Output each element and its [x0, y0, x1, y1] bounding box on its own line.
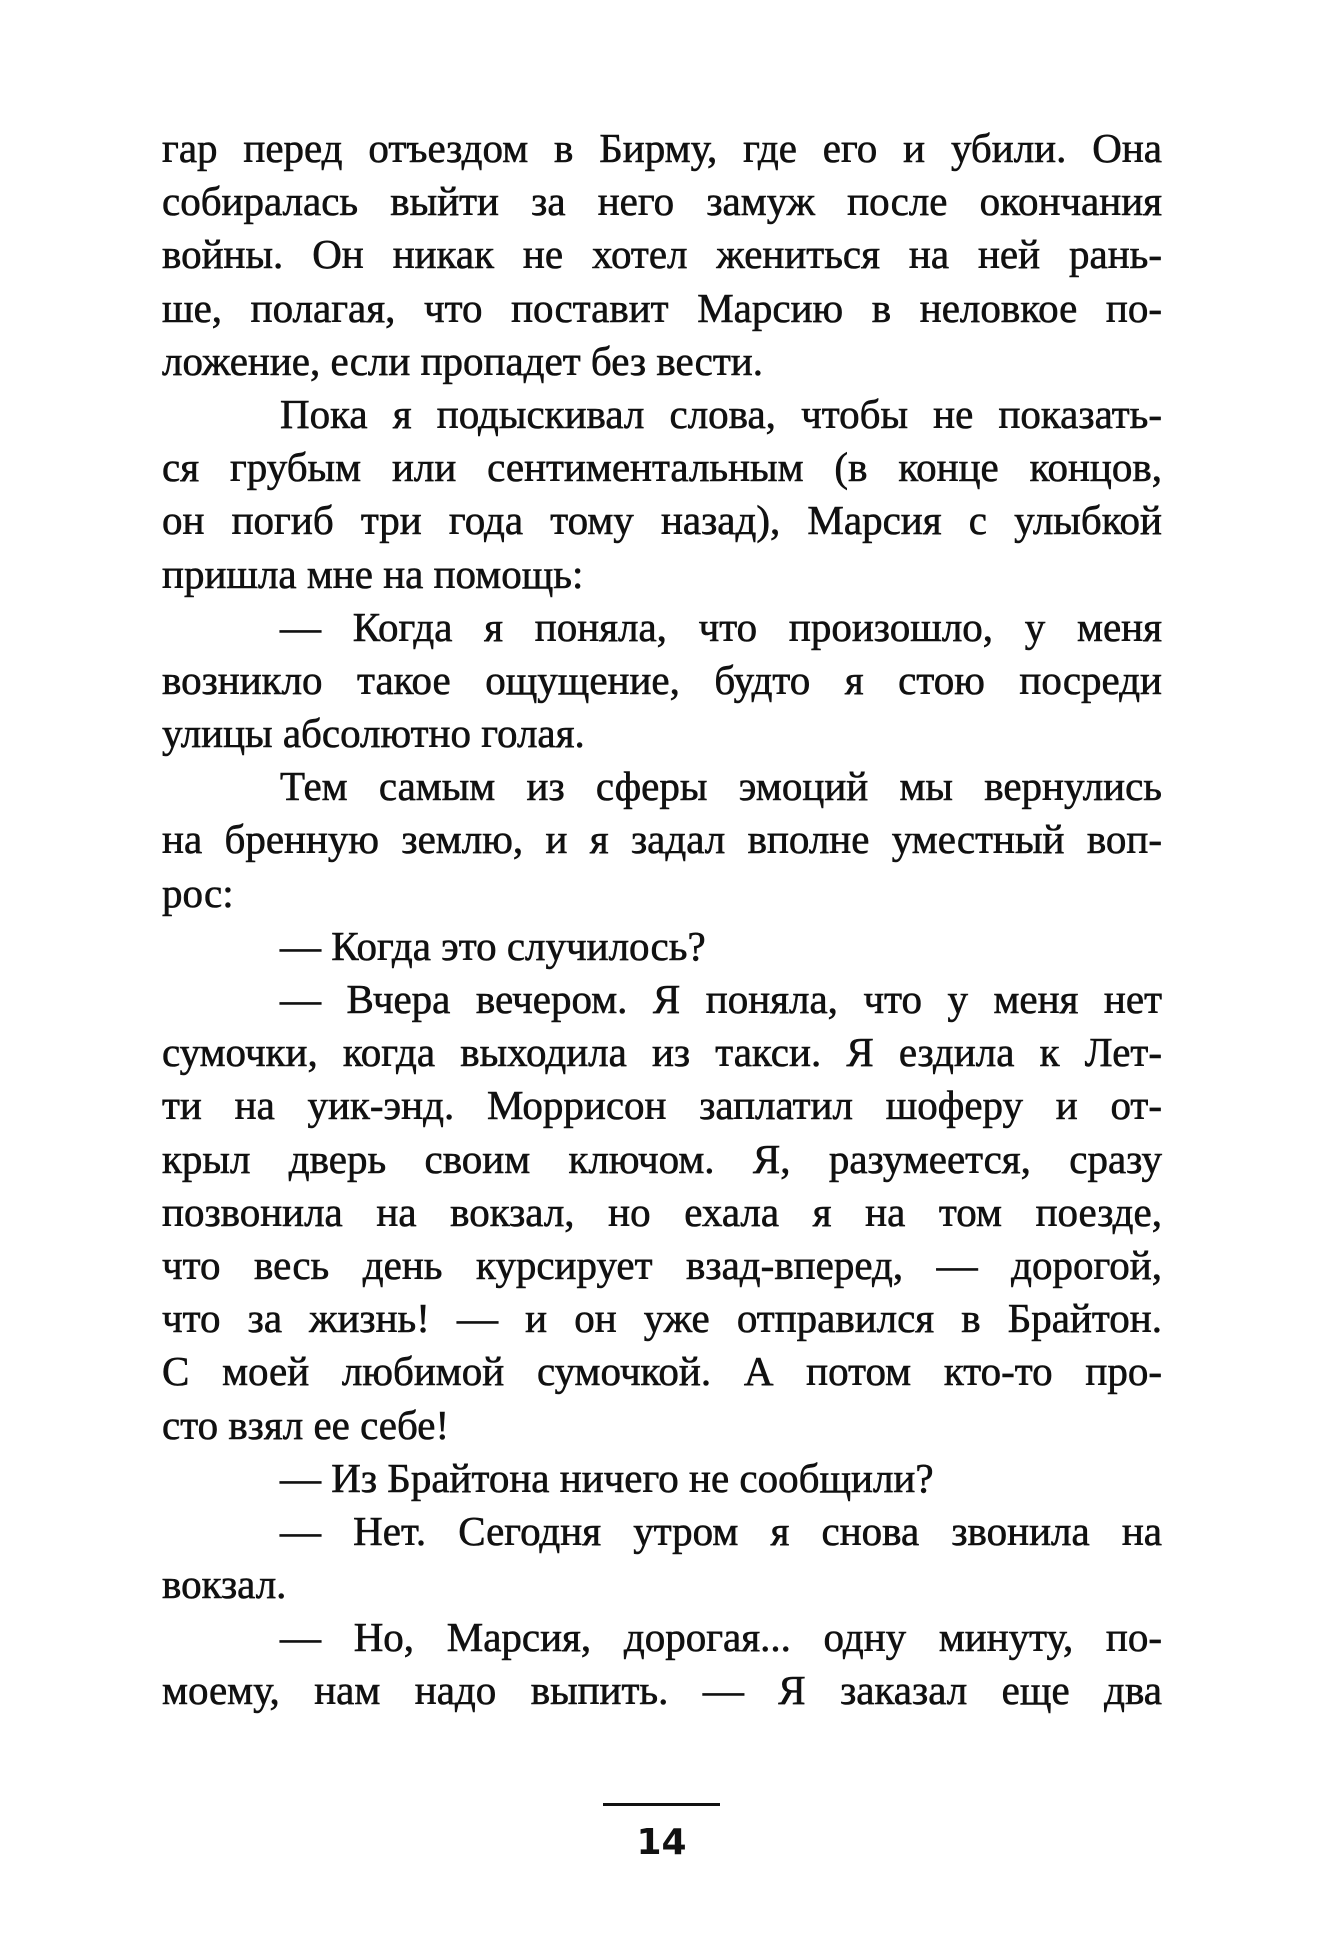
- text-line-28: вокзал.: [162, 1561, 287, 1608]
- text-line-22: что весь день курсирует взад-вперед, — дорогой,: [162, 1241, 1162, 1288]
- text-line-12: улицы абсолютно голая.: [162, 710, 585, 757]
- text-line-18: сумочки, когда выходила из такси. Я ездила к Лет-: [162, 1029, 1162, 1076]
- text-line-25: сто взял ее себе!: [162, 1401, 450, 1448]
- text-line-10: — Когда я поняла, что произошло, у меня: [280, 603, 1162, 650]
- text-line-7: ся грубым или сентиментальным (в конце концов,: [162, 444, 1162, 491]
- text-line-27: — Нет. Сегодня утром я снова звонила на: [280, 1507, 1162, 1554]
- text-line-16: — Когда это случилось?: [280, 922, 706, 969]
- text-line-1: гар перед отъездом в Бирму, где его и убили. Она: [162, 125, 1162, 171]
- text-line-8: он погиб три года тому назад), Марсия с улыбкой: [162, 497, 1162, 544]
- text-line-2: собиралась выйти за него замуж после окончания: [162, 178, 1162, 225]
- text-line-3: войны. Он никак не хотел жениться на ней рань-: [162, 231, 1162, 278]
- text-line-24: С моей любимой сумочкой. А потом кто-то про-: [162, 1348, 1162, 1395]
- text-line-6: Пока я подыскивал слова, чтобы не показать-: [280, 390, 1162, 437]
- text-line-23: что за жизнь! — и он уже отправился в Брайтон.: [162, 1295, 1162, 1342]
- text-line-4: ше, полагая, что поставит Марсию в неловкое по-: [162, 284, 1162, 331]
- text-line-11: возникло такое ощущение, будто я стою посреди: [162, 656, 1162, 703]
- text-line-30: моему, нам надо выпить. — Я заказал еще два: [162, 1667, 1162, 1714]
- text-line-29: — Но, Марсия, дорогая... одну минуту, по-: [280, 1614, 1162, 1661]
- body-text: [162, 122, 1162, 1718]
- text-line-26: — Из Брайтона ничего не сообщили?: [280, 1454, 934, 1501]
- text-line-5: ложение, если пропадет без вести.: [162, 337, 763, 384]
- text-line-19: ти на уик-энд. Моррисон заплатил шоферу и от-: [162, 1082, 1162, 1129]
- text-line-9: пришла мне на помощь:: [162, 550, 584, 597]
- page-number: 14: [636, 1822, 687, 1863]
- text-line-17: — Вчера вечером. Я поняла, что у меня нет: [280, 976, 1162, 1022]
- text-line-15: рос:: [162, 869, 234, 916]
- text-line-20: крыл дверь своим ключом. Я, разумеется, сразу: [162, 1135, 1162, 1182]
- text-line-21: позвонила на вокзал, но ехала я на том поезде,: [162, 1188, 1162, 1235]
- text-line-14: на бренную землю, и я задал вполне уместный воп-: [162, 816, 1162, 863]
- text-line-13: Тем самым из сферы эмоций мы вернулись: [280, 763, 1162, 810]
- footer-rule: [603, 1803, 720, 1806]
